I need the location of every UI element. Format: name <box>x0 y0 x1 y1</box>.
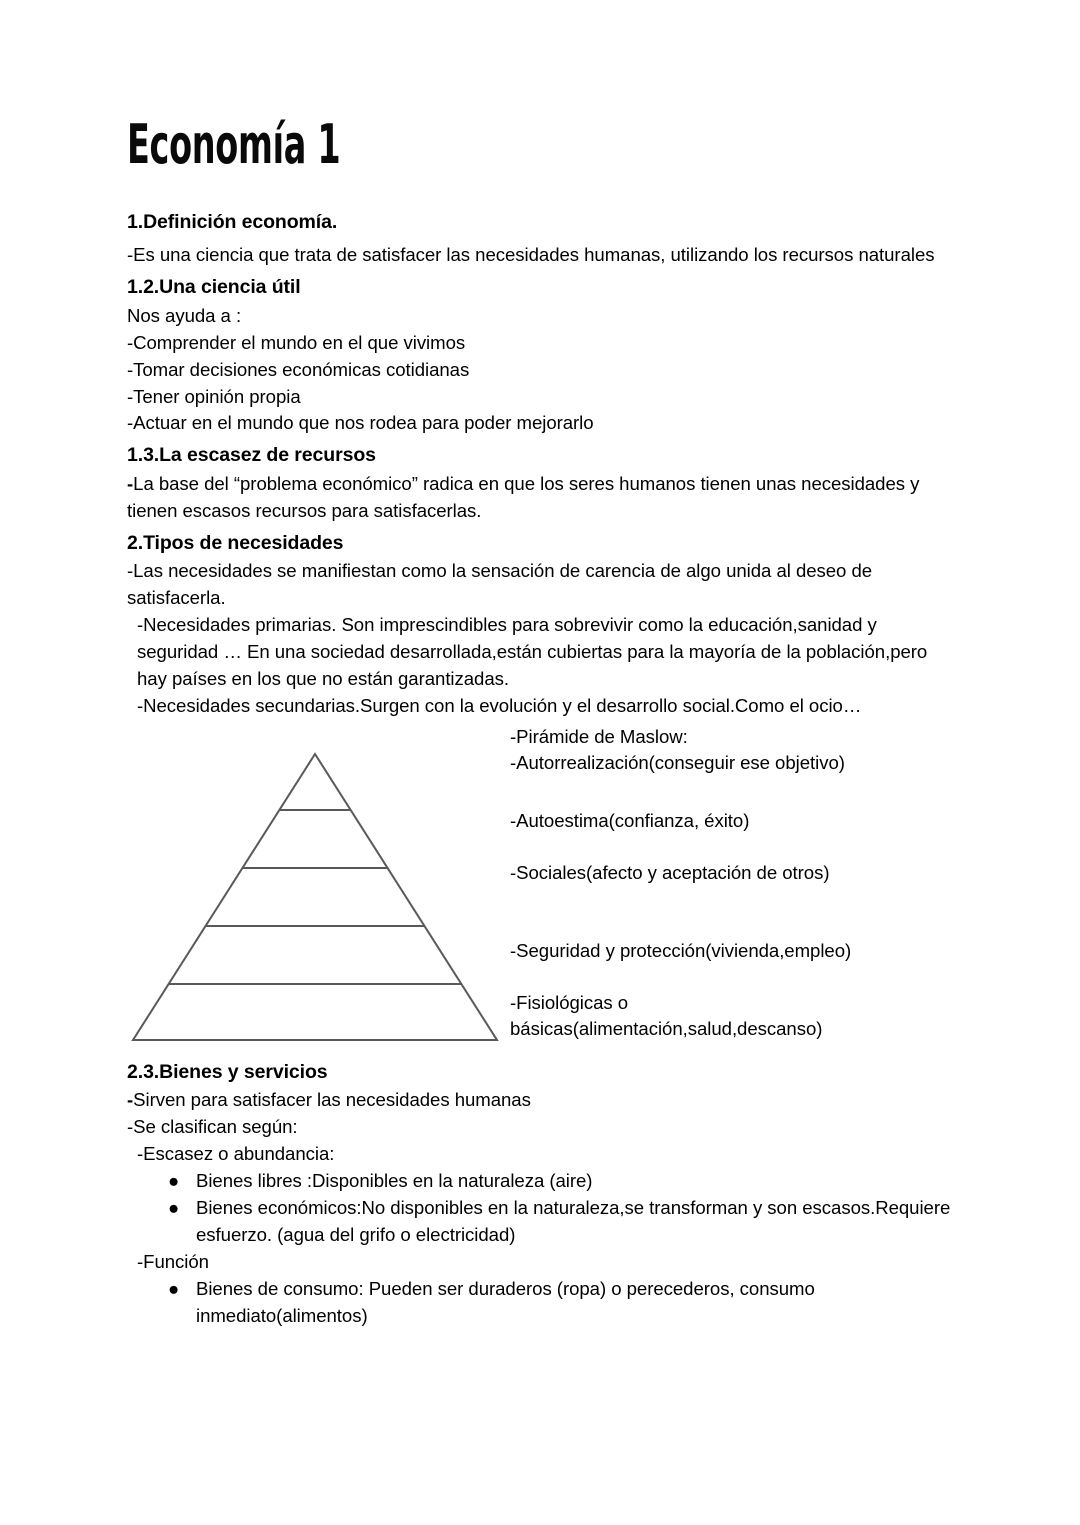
bullet-dot-icon: ● <box>168 1277 180 1299</box>
page-bottom-spacer <box>127 1330 957 1342</box>
leading-dash-sirven: - <box>127 1089 134 1111</box>
paragraph-sirven-satisfacer-text: Sirven para satisfacer las necesidades humanas <box>133 1089 531 1111</box>
heading-definicion-economia: 1.Definición economía. <box>127 211 338 233</box>
paragraph-tipos-necesidades: -Las necesidades se manifiestan como la sensación de carencia de algo unida al deseo de satisfacerla. <box>127 560 873 608</box>
list-item-bienes-consumo-text: Bienes de consumo: Pueden ser duraderos (ropa) o perecederos, consumo inmediato(alimentos) <box>196 1277 815 1326</box>
bullet-dot-icon: ● <box>168 1169 180 1191</box>
maslow-level-fisiologicas <box>510 990 822 1043</box>
maslow-level-sociales: -Sociales(afecto y aceptación de otros) <box>510 861 830 883</box>
maslow-level-autorrealizacion: -Autorrealización(conseguir ese objetivo) <box>510 751 845 773</box>
pyramid-outline <box>133 754 497 1040</box>
document-content <box>127 113 957 1342</box>
list-item-bienes-economicos <box>127 1195 957 1249</box>
list-item-bienes-consumo <box>127 1276 957 1330</box>
list-item-actuar-mundo: -Actuar en el mundo que nos rodea para poder mejorarlo <box>127 412 594 434</box>
maslow-level-fisiologicas-line2: básicas(alimentación,salud,descanso) <box>510 1018 823 1040</box>
page-title: Economía 1 <box>127 113 341 176</box>
subheading-funcion: -Función <box>137 1250 209 1272</box>
bullet-dot-icon: ● <box>168 1196 180 1218</box>
paragraph-necesidades-primarias: -Necesidades primarias. Son imprescindibles para sobrevivir como la educación,sanidad y seguridad … En una sociedad desarrollada,están cubiertas para la mayoría de la población,pero hay países en los que no están garantizadas. <box>137 613 928 689</box>
maslow-level-fisiologicas-line1: -Fisiológicas o <box>510 991 629 1013</box>
paragraph-nos-ayuda-intro: Nos ayuda a : <box>127 304 242 326</box>
paragraph-definicion-economia: -Es una ciencia que trata de satisfacer las necesidades humanas, utilizando los recursos naturales <box>127 244 935 266</box>
paragraph-necesidades-secundarias: -Necesidades secundarias.Surgen con la evolución y el desarrollo social.Como el ocio… <box>137 694 862 716</box>
heading-una-ciencia-util: 1.2.Una ciencia útil <box>127 276 301 299</box>
subheading-escasez-abundancia: -Escasez o abundancia: <box>137 1142 335 1164</box>
list-item-tener-opinion: -Tener opinión propia <box>127 385 301 407</box>
paragraph-escasez-recursos <box>127 471 957 525</box>
paragraph-se-clasifican: -Se clasifican según: <box>127 1116 298 1138</box>
paragraph-escasez-recursos-text: La base del “problema económico” radica en que los seres humanos tienen unas necesidades y tienen escasos recursos para satisfacerlas. <box>127 472 920 521</box>
maslow-level-autoestima: -Autoestima(confianza, éxito) <box>510 809 750 831</box>
maslow-pyramid-diagram <box>127 746 507 1046</box>
list-item-bienes-libres-text: Bienes libres :Disponibles en la naturaleza (aire) <box>196 1169 593 1191</box>
list-item-bienes-economicos-text: Bienes económicos:No disponibles en la naturaleza,se transforman y son escasos.Requiere esfuerzo. (agua del grifo o electricidad) <box>196 1196 951 1245</box>
paragraph-sirven-satisfacer <box>127 1087 957 1114</box>
list-item-tomar-decisiones: -Tomar decisiones económicas cotidianas <box>127 358 470 380</box>
maslow-level-seguridad: -Seguridad y protección(vivienda,empleo) <box>510 939 852 961</box>
heading-escasez-recursos: 1.3.La escasez de recursos <box>127 444 376 467</box>
maslow-figure <box>127 724 957 1054</box>
heading-bienes-servicios: 2.3.Bienes y servicios <box>127 1060 328 1083</box>
leading-dash-escasez: - <box>127 472 134 494</box>
list-item-comprender-mundo: -Comprender el mundo en el que vivimos <box>127 331 466 353</box>
heading-tipos-necesidades: 2.Tipos de necesidades <box>127 531 344 554</box>
list-item-bienes-libres <box>127 1168 957 1195</box>
maslow-caption: -Pirámide de Maslow: <box>510 725 688 747</box>
